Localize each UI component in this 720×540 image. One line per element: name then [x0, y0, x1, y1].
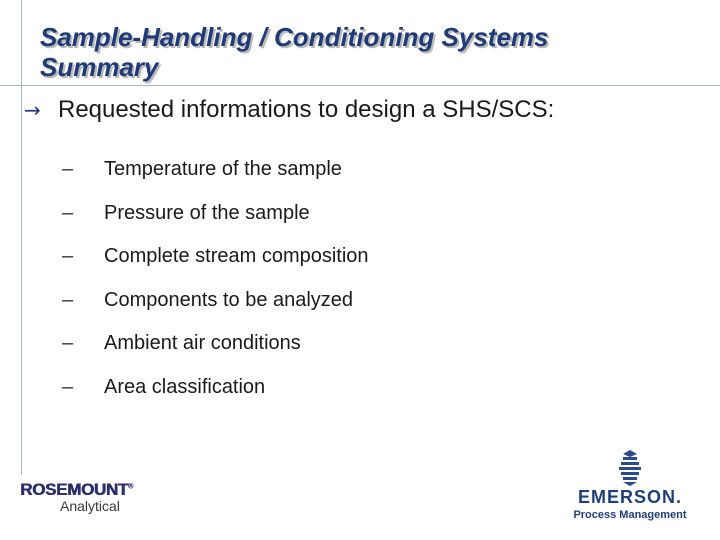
list-item [62, 235, 369, 279]
title-line-2: Summary [40, 52, 159, 82]
list-item-text: Pressure of the sample [104, 201, 310, 224]
emerson-subtitle: Process Management [573, 509, 687, 521]
dash-icon: – [62, 245, 74, 268]
arrow-right-icon: → [24, 98, 41, 122]
main-bullet [24, 96, 554, 124]
title-underline [0, 85, 720, 86]
dash-icon: – [62, 375, 74, 398]
emerson-logo [560, 450, 700, 521]
list-item [62, 148, 369, 192]
list-item-text: Ambient air conditions [104, 332, 301, 355]
list-item [62, 279, 369, 323]
rosemount-subtitle: Analytical [60, 498, 120, 514]
vertical-rule [21, 0, 22, 475]
registered-mark: ® [127, 483, 133, 491]
emerson-emblem-icon [617, 450, 643, 486]
rosemount-logo [20, 480, 133, 514]
list-item [62, 192, 369, 236]
list-item [62, 366, 369, 410]
emerson-wordmark: EMERSON. [577, 487, 682, 507]
dash-icon: – [62, 158, 74, 181]
list-item-text: Components to be analyzed [104, 288, 354, 311]
list-item-text: Temperature of the sample [104, 158, 342, 181]
list-item-text: Area classification [104, 375, 266, 398]
title-line-1: Sample-Handling / Conditioning Systems [40, 22, 549, 52]
dash-icon: – [62, 332, 74, 355]
page-title [40, 22, 549, 82]
dash-icon: – [62, 288, 74, 311]
main-bullet-text: Requested informations to design a SHS/SCS: [58, 96, 555, 123]
dash-icon: – [62, 201, 74, 224]
requirements-list [62, 148, 369, 409]
rosemount-wordmark: ROSEMOUNT [20, 480, 128, 499]
list-item [62, 322, 369, 366]
list-item-text: Complete stream composition [104, 245, 369, 268]
